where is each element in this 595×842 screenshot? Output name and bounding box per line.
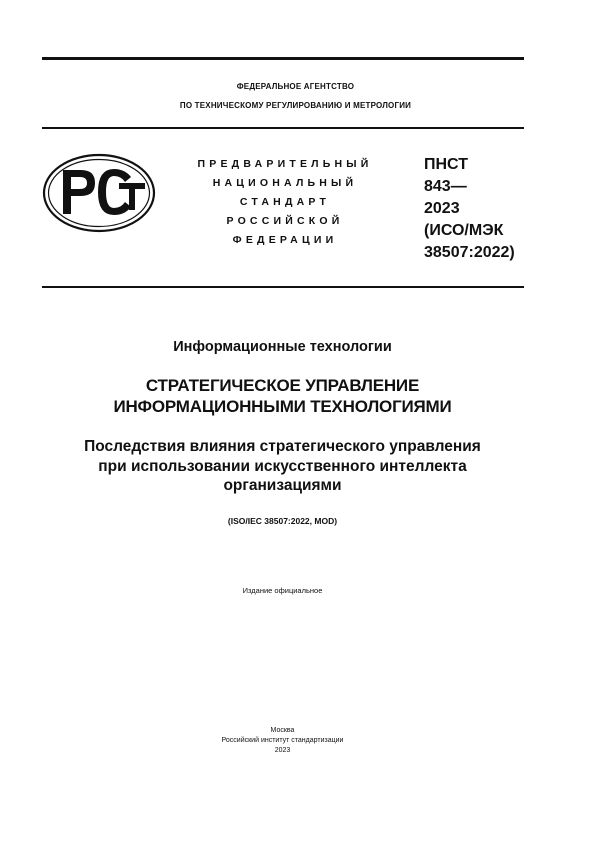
subtitle-line: организациями [223, 477, 342, 494]
standard-type-line: НАЦИОНАЛЬНЫЙ [212, 177, 358, 189]
bottom-header-rule [42, 286, 524, 288]
standard-type-line: СТАНДАРТ [239, 196, 331, 208]
gost-r-emblem-icon [41, 152, 159, 234]
standard-type-line: ФЕДЕРАЦИИ [232, 234, 338, 246]
standard-designation [424, 154, 515, 264]
designation-line: ПНСТ [424, 156, 468, 173]
standard-type-block [170, 155, 400, 250]
standard-type-line: ПРЕДВАРИТЕЛЬНЫЙ [197, 158, 373, 170]
international-reference: (ISO/IEC 38507:2022, MOD) [227, 516, 338, 526]
subtitle-line: при использовании искусственного интеллекта [98, 457, 467, 475]
document-title [0, 375, 565, 417]
standard-type-line: РОССИЙСКОЙ [226, 215, 344, 227]
designation-line: 38507:2022) [424, 244, 515, 261]
top-rule [42, 57, 524, 60]
designation-line: 843— [424, 178, 467, 195]
footer-year: 2023 [274, 747, 291, 754]
title-line: ИНФОРМАЦИОННЫМИ ТЕХНОЛОГИЯМИ [113, 397, 452, 416]
document-subject: Информационные технологии [173, 339, 392, 355]
designation-line: 2023 [424, 200, 460, 217]
agency-name-line-2: ПО ТЕХНИЧЕСКОМУ РЕГУЛИРОВАНИЮ И МЕТРОЛОГИИ [179, 101, 412, 110]
publication-footer [0, 726, 565, 756]
edition-label: Издание официальное [242, 586, 323, 595]
middle-rule [42, 127, 524, 129]
agency-name-line-1: ФЕДЕРАЛЬНОЕ АГЕНТСТВО [236, 82, 355, 91]
footer-city: Москва [270, 727, 295, 734]
footer-publisher: Российский институт стандартизации [221, 737, 344, 744]
document-subtitle [0, 437, 565, 496]
subtitle-line: Последствия влияния стратегического управления [84, 438, 481, 455]
title-line: СТРАТЕГИЧЕСКОЕ УПРАВЛЕНИЕ [145, 376, 420, 395]
designation-line: (ИСО/МЭК [424, 222, 504, 239]
